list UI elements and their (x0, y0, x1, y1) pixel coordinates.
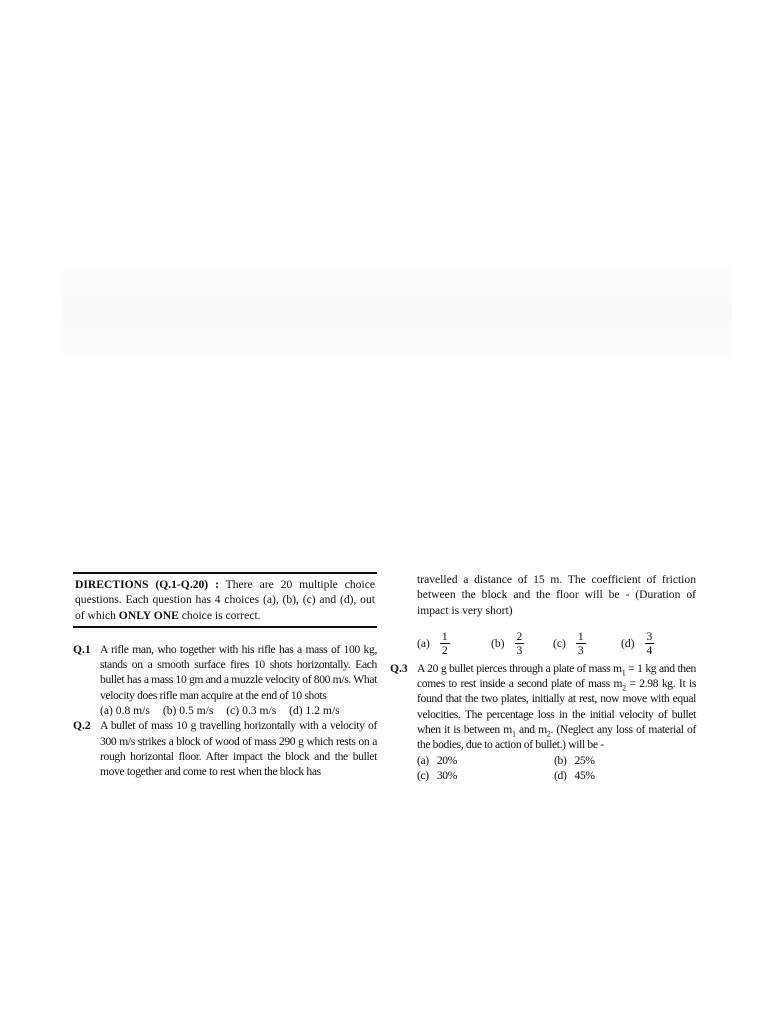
question-1-number: Q.1 (73, 642, 91, 656)
fraction: $\frac{3}{4}$ (646, 629, 653, 657)
fraction: $\frac{1}{3}$ (577, 629, 584, 657)
directions-heading: DIRECTIONS (Q.1-Q.20) : (75, 578, 219, 591)
q3-option-d[interactable]: (d) 45% (554, 768, 595, 782)
q3-option-c[interactable]: (c) 30% (417, 768, 458, 782)
q1-option-c[interactable]: (c) 0.3 m/s (226, 704, 277, 718)
question-3-number: Q.3 (390, 661, 408, 675)
scan-shading-band (62, 268, 732, 356)
q2-option-a[interactable]: (a) $\frac{1}{2}$ (417, 629, 448, 657)
q2-option-b[interactable]: (b) $\frac{2}{3}$ (491, 629, 523, 657)
question-1-text: A rifle man, who together with his rifle has a mass of 100 kg, stands on a smooth surface fires 10 shots horizontally. Each bullet has a mass 10 gm and a muzzle velocity of 800 m/s. What velocity does rifle man acquire at the end of 10 shots (100, 642, 377, 702)
question-3-options (417, 753, 696, 784)
question-1-options (100, 703, 377, 718)
q2-option-c[interactable]: (c) $\frac{1}{3}$ (553, 629, 584, 657)
question-3-text: A 20 g bullet pierces through a plate of mass $m_1 = 1$ kg and then comes to rest inside a second plate of mass $m_2 = 2.98$ kg. It is found that the two plates, initially at rest, now move with equal velocities. The percentage loss in the initial velocity of bullet when it is between $m_1$ and $m_2$. (Neglect any loss of material of the bodies, due to action of bullet.) will be - (417, 661, 697, 752)
question-1 (73, 642, 377, 718)
question-2-text: A bullet of mass 10 g travelling horizontally with a velocity of 300 m/s strikes a block of wood of mass 290 g which rests on a rough horizontal floor. After impact the block and the bullet move together and come to rest when the block has (100, 719, 377, 779)
left-column (73, 572, 377, 780)
q1-option-a[interactable]: (a) 0.8 m/s (100, 704, 150, 718)
question-3 (390, 661, 696, 783)
q3-option-a[interactable]: (a) 20% (417, 753, 458, 767)
q1-option-b[interactable]: (b) 0.5 m/s (162, 704, 214, 718)
fraction: $\frac{2}{3}$ (516, 629, 523, 657)
q3-option-b[interactable]: (b) 25% (554, 753, 595, 767)
q2-option-d[interactable]: (d) $\frac{3}{4}$ (621, 629, 653, 657)
directions-emphasis: ONLY ONE (118, 608, 179, 622)
question-2 (73, 718, 377, 779)
question-2-continued: travelled a distance of 15 m. The coefficient of friction between the block and the floor will be - (Duration of impact is very short) (417, 573, 696, 617)
directions-text-1: There are 20 multiple choice questions. Each question has 4 choices (a), (b), (c) and (d), out of which (75, 578, 375, 622)
question-2-number: Q.2 (73, 719, 91, 733)
directions-box (73, 572, 377, 628)
question-2-options (390, 630, 696, 657)
q1-option-d[interactable]: (d) 1.2 m/s (289, 704, 340, 718)
fraction: $\frac{1}{2}$ (441, 629, 448, 657)
right-column (390, 572, 696, 783)
directions-text-2: choice is correct. (178, 608, 261, 622)
